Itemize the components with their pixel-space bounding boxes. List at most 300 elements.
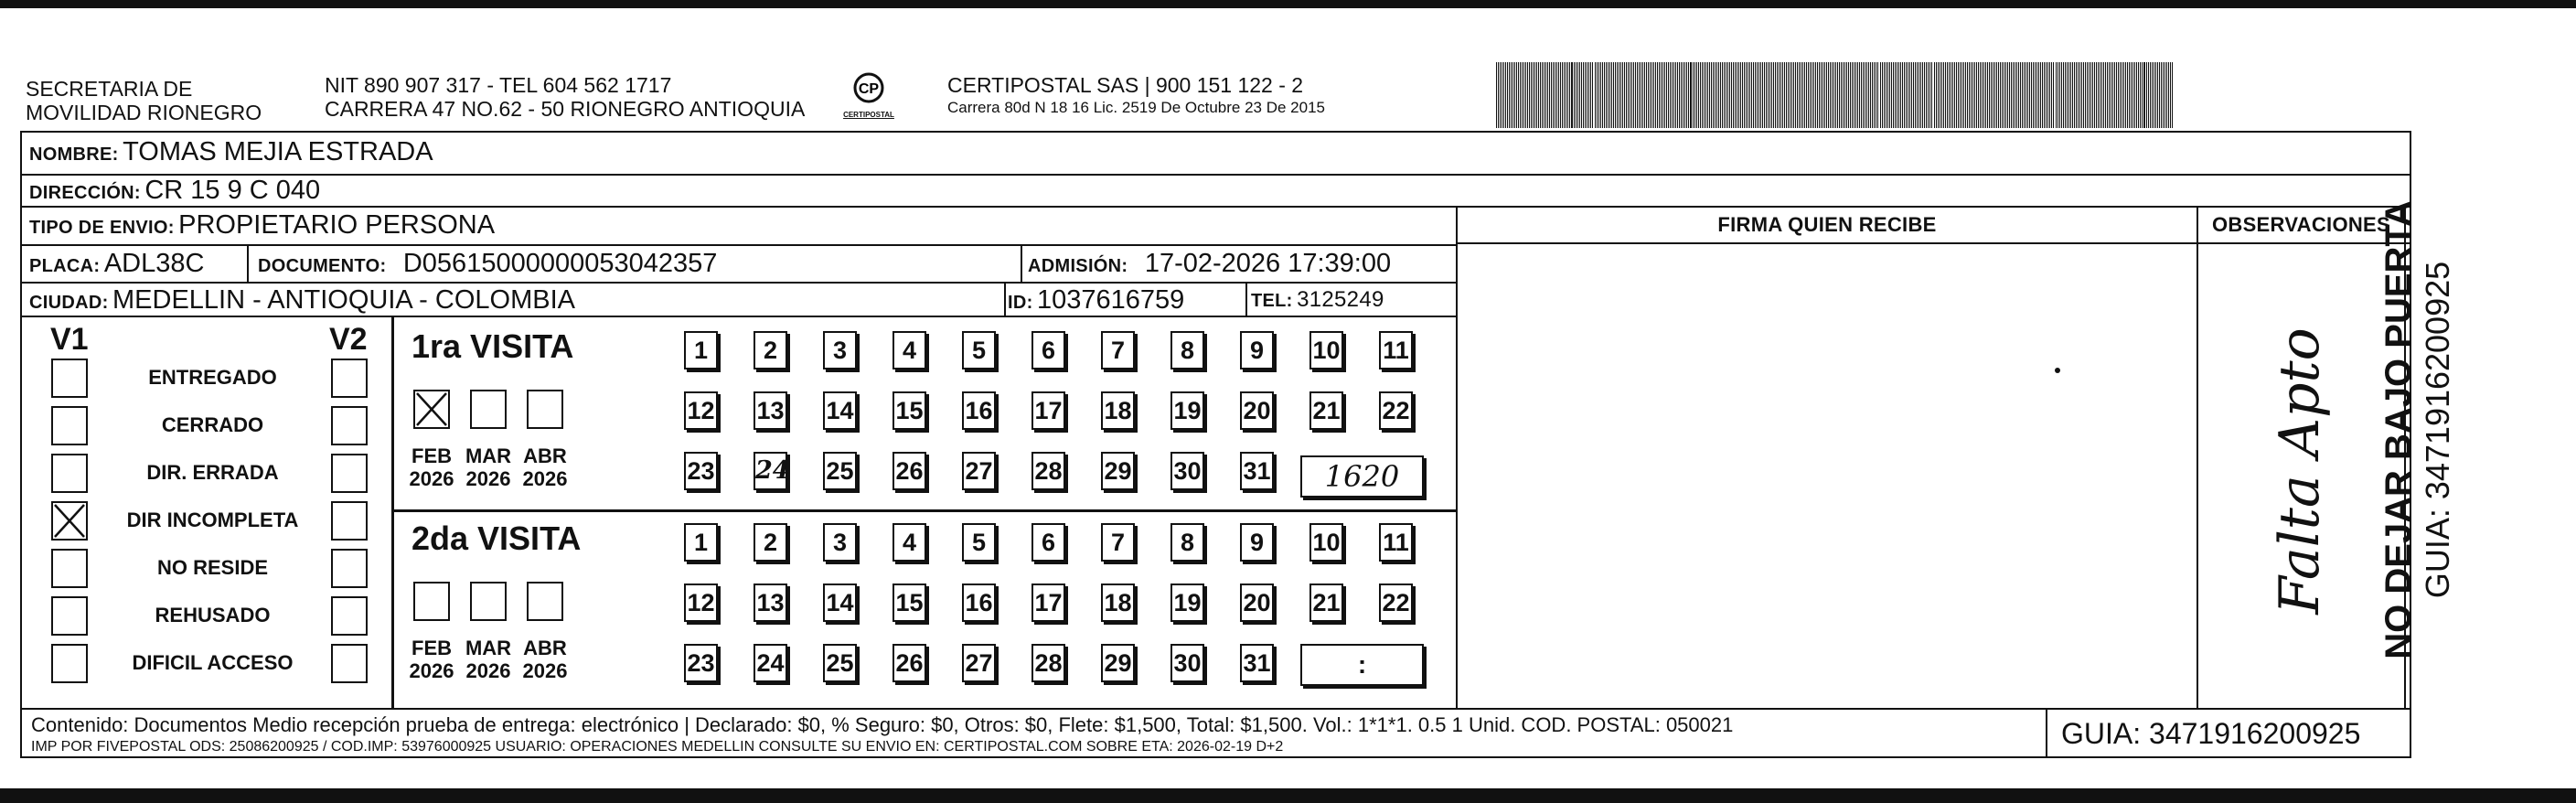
barcode-bar bbox=[1720, 62, 1721, 128]
id-label: ID: bbox=[1008, 293, 1033, 313]
barcode-bar bbox=[2051, 62, 2052, 128]
handwritten-observacion: Falta Apto bbox=[2268, 327, 2332, 615]
ciudad-label: CIUDAD: bbox=[29, 293, 109, 313]
barcode-bar bbox=[1815, 62, 1816, 128]
first-visit-day-5[interactable]: 5 bbox=[962, 331, 996, 369]
barcode-bar bbox=[1938, 62, 1939, 128]
barcode-bar bbox=[1624, 62, 1625, 128]
barcode-bar bbox=[1551, 62, 1552, 128]
barcode-bar bbox=[1512, 62, 1513, 128]
barcode-bar bbox=[1782, 62, 1783, 128]
barcode-bar bbox=[2089, 62, 2090, 128]
barcode-bar bbox=[1514, 62, 1515, 128]
barcode-bar bbox=[2002, 62, 2003, 128]
barcode-bar bbox=[1863, 62, 1864, 128]
barcode-bar bbox=[1704, 62, 1705, 128]
barcode-bar bbox=[1887, 62, 1888, 128]
second-visit-day-21[interactable]: 21 bbox=[1309, 584, 1343, 622]
first-visit-day-9[interactable]: 9 bbox=[1240, 331, 1274, 369]
placa-label: PLACA: bbox=[29, 256, 101, 276]
barcode-bar bbox=[2170, 62, 2171, 128]
barcode-bar bbox=[2081, 62, 2082, 128]
second-visit-month-checkbox-mar[interactable] bbox=[470, 582, 507, 621]
barcode-bar bbox=[2116, 62, 2117, 128]
placa-value: ADL38C bbox=[103, 249, 205, 278]
barcode-bar bbox=[1540, 62, 1541, 128]
barcode-bar bbox=[1967, 62, 1968, 128]
barcode-bar bbox=[1870, 62, 1871, 128]
first-visit-day-18[interactable]: 18 bbox=[1101, 391, 1135, 430]
issuer-line1: SECRETARIA DE bbox=[26, 77, 193, 101]
barcode-bar bbox=[2131, 62, 2132, 128]
barcode-bar bbox=[1735, 62, 1736, 128]
first-visit-day-21[interactable]: 21 bbox=[1309, 391, 1343, 430]
barcode-bar bbox=[1602, 62, 1603, 128]
v2-checkbox-no-reside[interactable] bbox=[331, 549, 368, 588]
barcode-bar bbox=[1843, 62, 1844, 128]
barcode-bar bbox=[1956, 62, 1957, 128]
barcode-bar bbox=[1982, 62, 1983, 128]
barcode-bar bbox=[1622, 62, 1623, 128]
v1-checkbox-entregado[interactable] bbox=[51, 359, 88, 398]
barcode-bar bbox=[2161, 62, 2162, 128]
barcode-bar bbox=[1786, 62, 1787, 128]
second-visit-month-checkbox-abr[interactable] bbox=[527, 582, 563, 621]
barcode-bar bbox=[1549, 62, 1550, 128]
barcode-bar bbox=[2013, 62, 2014, 128]
barcode-bar bbox=[2096, 62, 2097, 128]
barcode-bar bbox=[1516, 62, 1517, 128]
vrule-guia bbox=[2046, 708, 2047, 758]
barcode-bar bbox=[2070, 62, 2071, 128]
barcode-bar bbox=[1868, 62, 1869, 128]
barcode-bar bbox=[2085, 62, 2086, 128]
rule-footer bbox=[20, 708, 2411, 710]
second-visit-day-14[interactable]: 14 bbox=[823, 584, 857, 622]
barcode-bar bbox=[1771, 62, 1772, 128]
first-visit-day-26[interactable]: 26 bbox=[893, 452, 926, 490]
barcode-bar bbox=[1718, 62, 1719, 128]
v1-checkbox-dificil-acceso[interactable] bbox=[51, 644, 88, 683]
second-visit-day-18[interactable]: 18 bbox=[1101, 584, 1135, 622]
barcode-bar bbox=[1924, 62, 1925, 128]
barcode-bar bbox=[1611, 62, 1612, 128]
second-visit-day-30[interactable]: 30 bbox=[1170, 644, 1204, 682]
first-visit-day-20[interactable]: 20 bbox=[1240, 391, 1274, 430]
barcode-bar bbox=[2079, 62, 2080, 128]
barcode-bar bbox=[2090, 62, 2091, 128]
first-visit-month-label: MAR 2026 bbox=[465, 444, 512, 490]
barcode-bar bbox=[1698, 62, 1699, 128]
rule-4 bbox=[20, 282, 1456, 284]
barcode-bar bbox=[1571, 62, 1573, 128]
second-visit-day-23[interactable]: 23 bbox=[684, 644, 718, 682]
first-visit-day-23[interactable]: 23 bbox=[684, 452, 718, 490]
barcode-bar bbox=[1522, 62, 1523, 128]
barcode-bar bbox=[1886, 62, 1887, 128]
barcode-bar bbox=[1846, 62, 1847, 128]
barcode-bar bbox=[2105, 62, 2106, 128]
barcode-bar bbox=[2035, 62, 2036, 128]
barcode-bar bbox=[1806, 62, 1807, 128]
barcode-bar bbox=[1590, 62, 1591, 128]
barcode-bar bbox=[1917, 62, 1918, 128]
barcode-bar bbox=[2148, 62, 2149, 128]
barcode-bar bbox=[1971, 62, 1972, 128]
second-visit-month-checkbox-feb[interactable] bbox=[413, 582, 450, 621]
status-label: ENTREGADO bbox=[148, 366, 277, 389]
barcode-bar bbox=[1835, 62, 1836, 128]
barcode-bar bbox=[1651, 62, 1652, 128]
barcode-bar bbox=[1672, 62, 1673, 128]
barcode-bar bbox=[2118, 62, 2119, 128]
barcode-bar bbox=[2087, 62, 2088, 128]
first-visit-day-22[interactable]: 22 bbox=[1379, 391, 1413, 430]
first-visit-month-checkbox-mar[interactable] bbox=[470, 390, 507, 429]
barcode-bar bbox=[2049, 62, 2050, 128]
barcode-bar bbox=[1609, 62, 1610, 128]
first-visit-month-label: FEB 2026 bbox=[409, 444, 454, 490]
first-visit-day-17[interactable]: 17 bbox=[1031, 391, 1065, 430]
barcode-bar bbox=[1791, 62, 1792, 128]
v2-checkbox-cerrado[interactable] bbox=[331, 406, 368, 445]
v1-checkbox-dir-errada[interactable] bbox=[51, 454, 88, 493]
second-visit-hour: : bbox=[1357, 650, 1367, 679]
barcode-bar bbox=[1500, 62, 1501, 128]
first-visit-day-15[interactable]: 15 bbox=[893, 391, 926, 430]
second-visit-day-1[interactable]: 1 bbox=[684, 523, 718, 562]
tipo-envio-value: PROPIETARIO PERSONA bbox=[178, 210, 496, 240]
barcode-bar bbox=[1628, 62, 1629, 128]
barcode-bar bbox=[1852, 62, 1853, 128]
barcode-bar bbox=[1662, 62, 1663, 128]
second-visit-day-3[interactable]: 3 bbox=[823, 523, 857, 562]
svg-text:CP: CP bbox=[858, 81, 880, 97]
first-visit-day-16[interactable]: 16 bbox=[962, 391, 996, 430]
barcode-bar bbox=[1617, 62, 1618, 128]
side-text bbox=[2378, 174, 2469, 686]
first-visit-day-12[interactable]: 12 bbox=[684, 391, 718, 430]
barcode-bar bbox=[1648, 62, 1649, 128]
second-visit-day-16[interactable]: 16 bbox=[962, 584, 996, 622]
barcode-bar bbox=[1542, 62, 1543, 128]
barcode-bar bbox=[1833, 62, 1834, 128]
second-visit-day-19[interactable]: 19 bbox=[1170, 584, 1204, 622]
row-tipo-envio bbox=[29, 210, 495, 241]
barcode-bar bbox=[1635, 62, 1636, 128]
barcode-bar bbox=[1928, 62, 1929, 128]
barcode-bar bbox=[2142, 62, 2143, 128]
first-visit-day-28[interactable]: 28 bbox=[1031, 452, 1065, 490]
barcode-bar bbox=[1531, 62, 1532, 128]
second-visit-day-17[interactable]: 17 bbox=[1031, 584, 1065, 622]
barcode-bar bbox=[2098, 62, 2099, 128]
vrule-placa bbox=[247, 244, 249, 282]
v1-checkbox-no-reside[interactable] bbox=[51, 549, 88, 588]
barcode-bar bbox=[1793, 62, 1794, 128]
barcode-bar bbox=[1653, 62, 1654, 128]
first-visit-day-7[interactable]: 7 bbox=[1101, 331, 1135, 369]
barcode-bar bbox=[2061, 62, 2062, 128]
barcode-bar bbox=[2159, 62, 2160, 128]
second-visit-hour-box[interactable] bbox=[1300, 644, 1424, 686]
v1-checkbox-rehusado[interactable] bbox=[51, 596, 88, 636]
documento bbox=[258, 249, 717, 279]
barcode-bar bbox=[1569, 62, 1570, 128]
barcode-bar bbox=[1817, 62, 1818, 128]
barcode-bar bbox=[2120, 62, 2121, 128]
barcode-bar bbox=[1900, 62, 1901, 128]
barcode-bar bbox=[1525, 62, 1526, 128]
barcode-bar bbox=[1518, 62, 1519, 128]
barcode-bar bbox=[1762, 62, 1763, 128]
barcode-bar bbox=[1642, 62, 1643, 128]
barcode-bar bbox=[1822, 62, 1823, 128]
v2-checkbox-dificil-acceso[interactable] bbox=[331, 644, 368, 683]
second-visit-day-22[interactable]: 22 bbox=[1379, 584, 1413, 622]
barcode-bar bbox=[1631, 62, 1632, 128]
barcode-bar bbox=[2027, 62, 2028, 128]
barcode-bar bbox=[1679, 62, 1680, 128]
barcode-bar bbox=[1606, 62, 1607, 128]
barcode-bar bbox=[2172, 62, 2173, 128]
barcode-bar bbox=[2053, 62, 2054, 128]
barcode-bar bbox=[1769, 62, 1770, 128]
barcode-bar bbox=[1731, 62, 1732, 128]
barcode-bar bbox=[1604, 62, 1605, 128]
v1-checkbox-dir-incompleta[interactable] bbox=[51, 501, 88, 541]
second-visit-day-27[interactable]: 27 bbox=[962, 644, 996, 682]
vrule-admision bbox=[1021, 244, 1022, 282]
barcode-bar bbox=[2018, 62, 2019, 128]
barcode-bar bbox=[1681, 62, 1682, 128]
barcode-bar bbox=[1538, 62, 1539, 128]
logo-icon bbox=[847, 71, 891, 106]
barcode-bar bbox=[1824, 62, 1825, 128]
second-visit-month-label: ABR 2026 bbox=[522, 637, 568, 682]
barcode-bar bbox=[1911, 62, 1912, 128]
barcode-bar bbox=[1904, 62, 1905, 128]
barcode-bar bbox=[1675, 62, 1676, 128]
barcode-bar bbox=[1819, 62, 1820, 128]
barcode-bar bbox=[1668, 62, 1669, 128]
barcode-bar bbox=[2016, 62, 2017, 128]
v1-checkbox-cerrado[interactable] bbox=[51, 406, 88, 445]
v2-checkbox-dir-incompleta[interactable] bbox=[331, 501, 368, 541]
rule-3 bbox=[20, 244, 1456, 246]
side-line2: GUIA: 3471916200925 bbox=[2419, 261, 2456, 599]
status-label: DIR INCOMPLETA bbox=[126, 509, 299, 531]
v1-label: V1 bbox=[50, 322, 89, 357]
nombre-label: NOMBRE: bbox=[29, 145, 119, 165]
barcode-bar bbox=[1952, 62, 1953, 128]
barcode-bar bbox=[1915, 62, 1916, 128]
second-visit-day-2[interactable]: 2 bbox=[754, 523, 787, 562]
barcode-bar bbox=[1620, 62, 1621, 128]
barcode-bar bbox=[1659, 62, 1660, 128]
second-visit-day-7[interactable]: 7 bbox=[1101, 523, 1135, 562]
barcode-bar bbox=[1839, 62, 1840, 128]
barcode-bar bbox=[1556, 62, 1557, 128]
second-visit-day-9[interactable]: 9 bbox=[1240, 523, 1274, 562]
barcode-bar bbox=[2047, 62, 2048, 128]
barcode-bar bbox=[1987, 62, 1988, 128]
barcode-bar bbox=[1644, 62, 1645, 128]
barcode-bar bbox=[2152, 62, 2153, 128]
top-border bbox=[0, 0, 2576, 8]
barcode-bar bbox=[2101, 62, 2102, 128]
barcode-bar bbox=[1505, 62, 1506, 128]
barcode-bar bbox=[1724, 62, 1725, 128]
v2-checkbox-dir-errada[interactable] bbox=[331, 454, 368, 493]
first-visit-day-29[interactable]: 29 bbox=[1101, 452, 1135, 490]
second-visit-day-29[interactable]: 29 bbox=[1101, 644, 1135, 682]
carrier-line2: Carrera 80d N 18 16 Lic. 2519 De Octubre 23 De 2015 bbox=[947, 99, 1325, 116]
barcode-bar bbox=[1945, 62, 1946, 128]
barcode-bar bbox=[2044, 62, 2045, 128]
second-visit-day-5[interactable]: 5 bbox=[962, 523, 996, 562]
first-visit-day-13[interactable]: 13 bbox=[754, 391, 787, 430]
barcode-bar bbox=[1757, 62, 1758, 128]
barcode-bar bbox=[1941, 62, 1942, 128]
barcode-bar bbox=[1974, 62, 1975, 128]
barcode-bar bbox=[2166, 62, 2167, 128]
barcode-bar bbox=[1650, 62, 1651, 128]
bottom-border bbox=[0, 788, 2576, 803]
rule-right-headers bbox=[1456, 242, 2404, 244]
second-visit-day-15[interactable]: 15 bbox=[893, 584, 926, 622]
status-label: REHUSADO bbox=[155, 604, 271, 626]
barcode-bar bbox=[1547, 62, 1548, 128]
barcode-bar bbox=[1562, 62, 1563, 128]
ciudad-value: MEDELLIN - ANTIOQUIA - COLOMBIA bbox=[112, 285, 575, 315]
x-mark-icon bbox=[415, 391, 448, 427]
barcode-bar bbox=[1595, 62, 1596, 128]
barcode-bar bbox=[1693, 62, 1694, 128]
first-visit-day-10[interactable]: 10 bbox=[1309, 331, 1343, 369]
barcode-bar bbox=[1560, 62, 1561, 128]
barcode-bar bbox=[2063, 62, 2064, 128]
first-visit-month-checkbox-feb[interactable] bbox=[413, 390, 450, 429]
barcode-bar bbox=[1529, 62, 1530, 128]
barcode-bar bbox=[2094, 62, 2095, 128]
logo-text: CERTIPOSTAL bbox=[843, 111, 894, 119]
barcode-bar bbox=[2114, 62, 2115, 128]
barcode-bar bbox=[1989, 62, 1990, 128]
second-visit-day-8[interactable]: 8 bbox=[1170, 523, 1204, 562]
first-visit-day-24[interactable] bbox=[754, 452, 790, 490]
first-visit-day-30[interactable]: 30 bbox=[1170, 452, 1204, 490]
id-value: 1037616759 bbox=[1037, 285, 1185, 315]
first-visit-day-4[interactable]: 4 bbox=[893, 331, 926, 369]
first-visit-day-19[interactable]: 19 bbox=[1170, 391, 1204, 430]
first-visit-day-25[interactable]: 25 bbox=[823, 452, 857, 490]
vrule-firma bbox=[1456, 206, 1458, 708]
barcode-bar bbox=[1808, 62, 1809, 128]
second-visit-day-25[interactable]: 25 bbox=[823, 644, 857, 682]
barcode-bar bbox=[2092, 62, 2093, 128]
second-visit-day-31[interactable]: 31 bbox=[1240, 644, 1274, 682]
admision bbox=[1028, 249, 1391, 279]
barcode-bar bbox=[1872, 62, 1873, 128]
vrule-tel bbox=[1245, 282, 1247, 316]
first-visit-day-1[interactable]: 1 bbox=[684, 331, 718, 369]
first-visit-day-6[interactable]: 6 bbox=[1031, 331, 1065, 369]
first-visit-month-checkbox-abr[interactable] bbox=[527, 390, 563, 429]
status-label: NO RESIDE bbox=[156, 556, 269, 579]
barcode-bar bbox=[2007, 62, 2008, 128]
second-visit-day-26[interactable]: 26 bbox=[893, 644, 926, 682]
second-visit-day-4[interactable]: 4 bbox=[893, 523, 926, 562]
second-visit-day-24[interactable]: 24 bbox=[754, 644, 787, 682]
tel bbox=[1251, 287, 1384, 313]
vrule-id bbox=[1004, 282, 1006, 316]
barcode-bar bbox=[1738, 62, 1739, 128]
first-visit-day-27[interactable]: 27 bbox=[962, 452, 996, 490]
id bbox=[1008, 285, 1184, 316]
barcode-bar bbox=[2129, 62, 2130, 128]
second-visit-day-12[interactable]: 12 bbox=[684, 584, 718, 622]
barcode-bar bbox=[1777, 62, 1778, 128]
barcode-bar bbox=[1891, 62, 1892, 128]
barcode-bar bbox=[2009, 62, 2010, 128]
first-visit-day-2[interactable]: 2 bbox=[754, 331, 787, 369]
barcode-bar bbox=[2140, 62, 2141, 128]
barcode-bar bbox=[2134, 62, 2135, 128]
barcode-bar bbox=[1688, 62, 1689, 128]
v2-label: V2 bbox=[329, 322, 368, 357]
barcode-bar bbox=[1855, 62, 1856, 128]
first-visit-hour-box[interactable] bbox=[1300, 455, 1424, 498]
nit-line1: NIT 890 907 317 - TEL 604 562 1717 bbox=[325, 73, 672, 97]
first-visit-day-3[interactable]: 3 bbox=[823, 331, 857, 369]
second-visit-day-6[interactable]: 6 bbox=[1031, 523, 1065, 562]
barcode-bar bbox=[1666, 62, 1667, 128]
first-visit-hour: 1620 bbox=[1324, 459, 1400, 494]
first-visit-day-31[interactable]: 31 bbox=[1240, 452, 1274, 490]
documento-label: DOCUMENTO: bbox=[258, 256, 387, 276]
footer-line1: Contenido: Documentos Medio recepción prueba de entrega: electrónico | Declarado: $0, % Seguro: $0, Otros: $0, Flete: $1,500, Total: $1,500. Vol.: 1*1*1. 0.5 1 Unid. COD. POSTAL: 050021 bbox=[31, 713, 1734, 736]
barcode-bar bbox=[2005, 62, 2006, 128]
v2-checkbox-rehusado[interactable] bbox=[331, 596, 368, 636]
second-visit-day-11[interactable]: 11 bbox=[1379, 523, 1413, 562]
first-visit-day-8[interactable]: 8 bbox=[1170, 331, 1204, 369]
barcode-bar bbox=[2143, 62, 2145, 128]
barcode-bar bbox=[1874, 62, 1875, 128]
barcode-bar bbox=[1496, 62, 1497, 128]
barcode-bar bbox=[1788, 62, 1789, 128]
barcode-bar bbox=[2067, 62, 2068, 128]
ciudad bbox=[29, 285, 575, 316]
v2-checkbox-entregado[interactable] bbox=[331, 359, 368, 398]
barcode-bar bbox=[1954, 62, 1955, 128]
barcode-bar bbox=[1931, 62, 1932, 128]
barcode-bar bbox=[1588, 62, 1589, 128]
first-visit-day-11[interactable]: 11 bbox=[1379, 331, 1413, 369]
second-visit-day-10[interactable]: 10 bbox=[1309, 523, 1343, 562]
vrule-visits bbox=[391, 316, 394, 708]
direccion-value: CR 15 9 C 040 bbox=[144, 176, 321, 205]
second-visit-day-20[interactable]: 20 bbox=[1240, 584, 1274, 622]
status-label: CERRADO bbox=[161, 413, 264, 436]
barcode-bar bbox=[2024, 62, 2025, 128]
second-visit-day-28[interactable]: 28 bbox=[1031, 644, 1065, 682]
first-visit-day-14[interactable]: 14 bbox=[823, 391, 857, 430]
barcode-bar bbox=[1746, 62, 1747, 128]
second-visit-day-13[interactable]: 13 bbox=[754, 584, 787, 622]
barcode-bar bbox=[1906, 62, 1907, 128]
barcode-bar bbox=[1655, 62, 1656, 128]
